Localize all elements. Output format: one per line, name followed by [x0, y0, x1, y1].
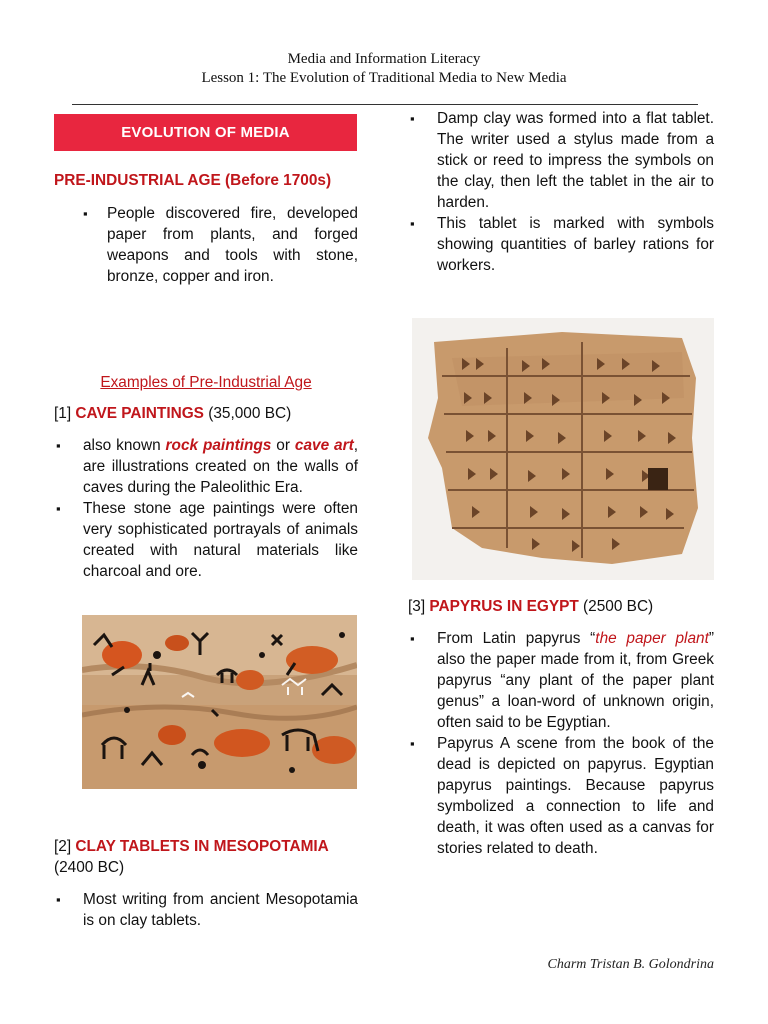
clay-title: CLAY TABLETS IN MESOPOTAMIA	[75, 838, 329, 855]
clay-section	[54, 836, 358, 931]
cave-number: [1]	[54, 405, 76, 422]
papyrus-title: PAPYRUS IN EGYPT	[429, 598, 579, 615]
author-footer: Charm Tristan B. Golondrina	[547, 957, 714, 972]
document-header	[0, 50, 768, 88]
clay-list	[54, 889, 358, 931]
course-title: Media and Information Literacy	[287, 51, 481, 67]
cave-heading	[54, 403, 358, 424]
cave-date: (35,000 BC)	[203, 405, 292, 422]
clay-tablet-graphic	[412, 318, 714, 580]
clay-date: (2400 BC)	[54, 859, 125, 876]
papyrus-section	[408, 596, 714, 859]
cave-list	[54, 435, 358, 582]
papyrus-b1-em: the paper plant	[595, 630, 709, 647]
list-item: ▪ Damp clay was formed into a flat tablet. The writer used a stylus made from a stick or reed to impress the symbols on the clay, then left the tablet in the air to harden.	[408, 108, 714, 213]
header-divider	[72, 104, 698, 105]
cave-b1-cave: cave art	[294, 437, 354, 454]
right-column-top	[408, 108, 714, 276]
cave-b1-rock: rock paintings	[165, 437, 272, 454]
cave-b1-post: , are illustrations created on the walls of caves during the Paleolithic Era.	[83, 437, 358, 496]
list-item: ▪ These stone age paintings were often very sophisticated portrayals of animals created with natural materials like charcoal and ore.	[54, 498, 358, 582]
list-item: ▪ Most writing from ancient Mesopotamia is on clay tablets.	[54, 889, 358, 931]
papyrus-list	[408, 628, 714, 859]
list-item: ▪ This tablet is marked with symbols showing quantities of barley rations for workers.	[408, 213, 714, 276]
cave-painting-graphic	[82, 615, 357, 789]
papyrus-b1-post: ” also the paper made from it, from Greek papyrus “any plant of the paper plant genus” a loan-word of unknown origin, often said to be Egyptian.	[437, 630, 714, 731]
clay-number: [2]	[54, 838, 76, 855]
list-item	[54, 435, 358, 498]
left-column	[54, 170, 358, 287]
preindustrial-list	[54, 203, 358, 287]
cave-title: CAVE PAINTINGS	[75, 405, 204, 422]
section-banner: EVOLUTION OF MEDIA	[54, 114, 357, 151]
examples-heading: Examples of Pre-Industrial Age	[100, 374, 312, 391]
list-item	[408, 628, 714, 733]
preindustrial-heading: PRE-INDUSTRIAL AGE (Before 1700s)	[54, 172, 332, 189]
list-item: ▪ Papyrus A scene from the book of the dead is depicted on papyrus. Egyptian papyrus paintings. Because papyrus symbolized a connection to life and death, it was often used as a canvas for stories related to death.	[408, 733, 714, 859]
cave-painting-image	[82, 615, 357, 789]
clay-tablet-image	[412, 318, 714, 580]
papyrus-number: [3]	[408, 598, 430, 615]
papyrus-date: (2500 BC)	[578, 598, 654, 615]
cave-b1-or: or	[271, 437, 295, 454]
cave-b1-pre: also known	[83, 437, 166, 454]
cave-section	[54, 403, 358, 582]
list-item: ▪ People discovered fire, developed paper from plants, and forged weapons and tools with stone, bronze, copper and iron.	[54, 203, 358, 287]
papyrus-b1-pre: From Latin papyrus “	[437, 630, 596, 647]
papyrus-heading	[408, 596, 714, 617]
clay-list-continued	[408, 108, 714, 276]
clay-heading	[54, 836, 358, 878]
lesson-title: Lesson 1: The Evolution of Traditional Media to New Media	[201, 70, 567, 86]
